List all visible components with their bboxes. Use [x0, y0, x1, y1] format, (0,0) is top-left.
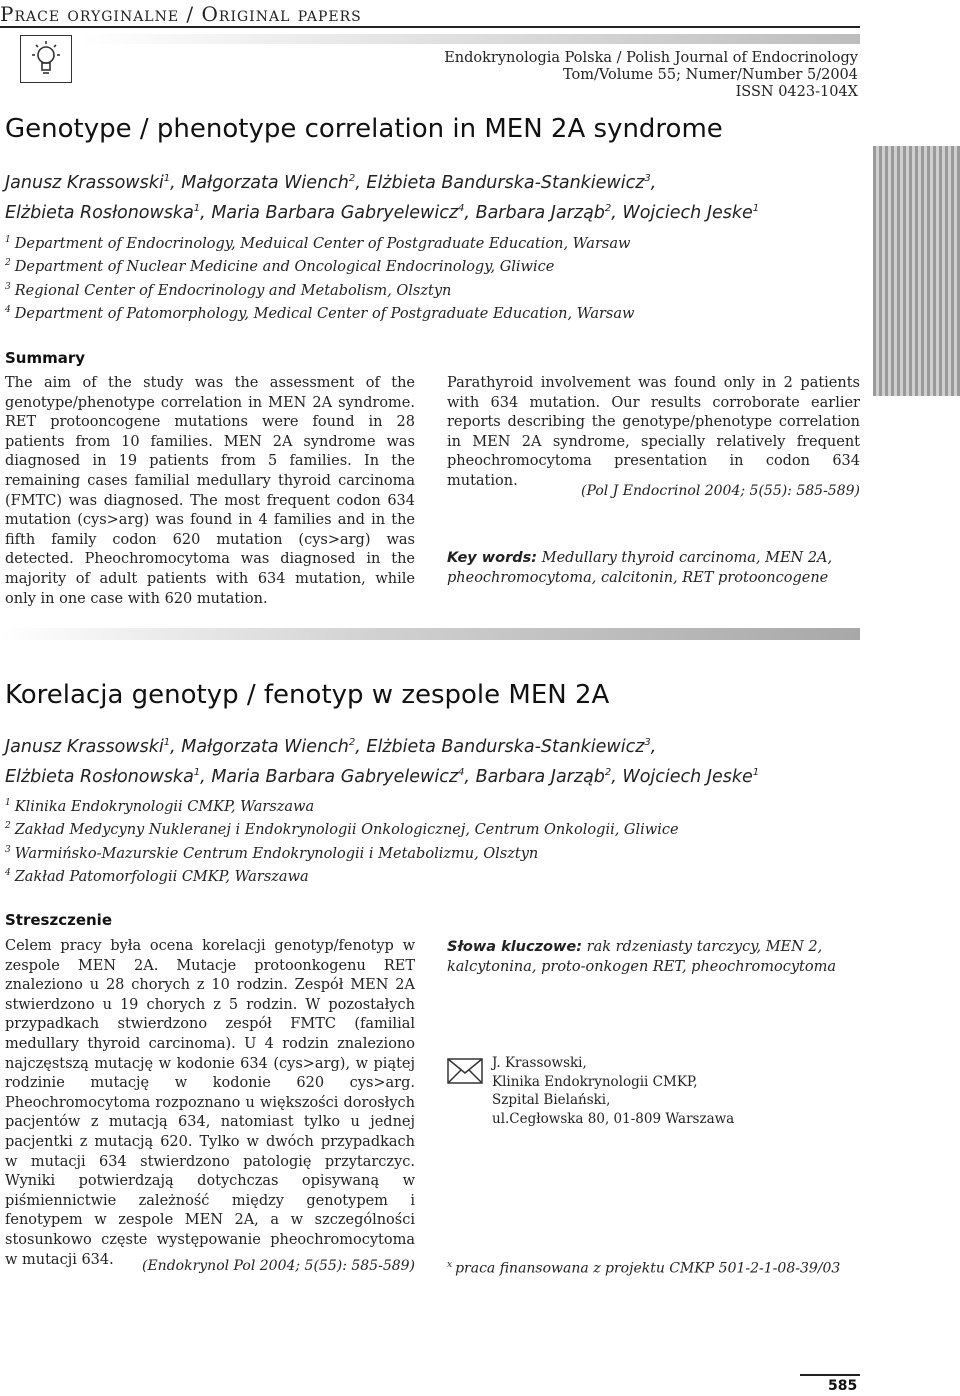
author-name: Małgorzata Wiench	[181, 172, 349, 193]
author-affiliation-mark: 1	[752, 766, 760, 778]
author-affiliation-mark: 2	[348, 173, 356, 184]
address-line: ul.Cegłowska 80, 01-809 Warszawa	[492, 1110, 735, 1127]
affiliation-text: Klinika Endokrynologii CMKP, Warszawa	[14, 798, 315, 815]
author-affiliation-mark: 1	[752, 202, 760, 214]
journal-issn: ISSN 0423-104X	[735, 84, 858, 100]
author-affiliation-mark: 2	[348, 737, 356, 748]
summary-left-column: The aim of the study was the assessment of the genotype/phenotype correlation in MEN 2A syndrome. RET protooncogene mutations were found in 28 patients from 10 families. MEN 2A syndrome was diagnosed in 19 patients from 5 families. In the remaining cases familial medullary thyroid carcinoma (FMTC) was diagnosed. The most frequent codon 634 mutation (cys>arg) was found in 4 families and in the fifth family codon 620 mutation (cys>arg) was detected. Pheochromocytoma was diagnosed in the majority of adult patients with 634 mutation, while only in one case with 620 mutation.	[5, 375, 415, 607]
affiliation-item	[5, 278, 634, 301]
affiliation-text: Department of Patomorphology, Medical Center of Postgraduate Education, Warsaw	[14, 305, 635, 322]
affiliation-text: Zakład Medycyny Nukleranej i Endokrynologii Onkologicznej, Centrum Onkologii, Gliwice	[14, 822, 679, 839]
section-divider	[0, 628, 860, 640]
affiliation-item	[5, 231, 634, 254]
affiliation-number: 1	[5, 798, 11, 808]
author-name: Maria Barbara Gabryelewicz	[211, 202, 459, 223]
address-line: J. Krassowski,	[492, 1055, 587, 1071]
keywords-label-polish: Słowa kluczowe:	[447, 939, 583, 955]
author-name: Wojciech Jeske	[622, 202, 753, 223]
citation-polish: (Endokrynol Pol 2004; 5(55): 585-589)	[142, 1258, 415, 1274]
affiliation-item	[5, 864, 679, 887]
affiliation-number: 3	[5, 281, 11, 292]
affiliation-number: 1	[5, 235, 11, 245]
article-title: Genotype / phenotype correlation in MEN 2A syndrome	[5, 114, 723, 144]
affiliation-text: Zakład Patomorfologii CMKP, Warszawa	[14, 868, 309, 885]
affiliation-number: 4	[5, 867, 11, 878]
article-title-polish: Korelacja genotyp / fenotyp w zespole MEN 2A	[5, 680, 610, 710]
author-affiliation-mark: 2	[604, 202, 612, 214]
affiliation-list	[5, 231, 634, 324]
streszczenie-column: Celem pracy była ocena korelacji genotyp/fenotyp w zespole MEN 2A. Mutacje protoonkogenu RET znaleziono u 28 chorych z 10 rodzin. Zespół MEN 2A stwierdzono u 19 chorych z 5 rodzin. W pozostałych przypadkach stwierdzono zespół FMTC (familial medullary thyroid carcinoma). U 4 rodzin znaleziono najczęstszą mutację w kodonie 634 (cys>arg), w piątej rodzinie mutację w kodonie 620 cys>arg. Pheochromocytoma rozpoznano u większości dorosłych pacjentów z mutacją 634, natomiast tylko u jednej pacjentki z mutacją 620. Tylko w dwóch przypadkach w mutacji 634 stwierdzono patologię przytarczyc. Wyniki potwierdzają dotychczas opisywaną w piśmiennictwie zależność między genotypem i fenotypem w zespole MEN 2A, a w szczególności stosunkowo częste występowanie pheochromocytoma w mutacji 634.	[5, 938, 415, 1268]
journal-volume: Tom/Volume 55; Numer/Number 5/2004	[562, 67, 858, 83]
author-affiliation-mark: 4	[458, 766, 465, 778]
header-gradient-bar	[80, 34, 860, 44]
keywords-label: Key words:	[447, 550, 538, 566]
author-name: Elżbieta Bandurska-Stankiewicz	[366, 172, 645, 193]
affiliation-number: 3	[5, 844, 11, 855]
affiliation-item	[5, 841, 679, 864]
side-stripe	[873, 146, 960, 396]
author-affiliation-mark: 1	[193, 202, 201, 214]
affiliation-text: Regional Center of Endocrinology and Metabolism, Olsztyn	[14, 282, 452, 299]
summary-heading: Summary	[5, 349, 86, 367]
keywords-text: Medullary thyroid carcinoma, MEN 2A, pheochromocytoma, calcitonin, RET protooncogene	[447, 550, 833, 586]
affiliation-item	[5, 817, 679, 840]
affiliation-text: Warmińsko-Mazurskie Centrum Endokrynologii i Metabolizmu, Olsztyn	[14, 845, 539, 862]
author-name: Barbara Jarząb	[475, 202, 605, 223]
page-number: 585	[828, 1378, 858, 1394]
author-name: Małgorzata Wiench	[181, 736, 349, 757]
author-name: Barbara Jarząb	[475, 766, 605, 787]
affiliation-number: 4	[5, 304, 11, 315]
journal-name: Endokrynologia Polska / Polish Journal of Endocrinology	[444, 50, 858, 66]
footnote-text: praca finansowana z projektu CMKP 501-2-1-08-39/03	[455, 1260, 841, 1277]
funding-footnote	[447, 1260, 840, 1277]
author-name: Maria Barbara Gabryelewicz	[211, 766, 459, 787]
header-rule	[0, 26, 860, 28]
author-list-polish: Janusz Krassowski$^1$, Małgorzata Wiench$^2$, Elżbieta Bandurska-Stankiewicz$^3$, Elżbieta Rosłonowska$^1$, Maria Barbara Gabryelewicz$^4$, Barbara Jarząb$^2$, Wojciech Jeske$^1$	[5, 736, 760, 787]
author-list: Janusz Krassowski$^1$, Małgorzata Wiench$^2$, Elżbieta Bandurska-Stankiewicz$^3$, Elżbieta Rosłonowska$^1$, Maria Barbara Gabryelewicz$^4$, Barbara Jarząb$^2$, Wojciech Jeske$^1$	[5, 172, 760, 223]
affiliation-item	[5, 301, 634, 324]
section-label: Prace oryginalne / Original papers	[0, 2, 362, 26]
author-affiliation-mark: 3	[644, 173, 651, 184]
streszczenie-heading: Streszczenie	[5, 911, 112, 929]
address-line: Szpital Bielański,	[492, 1092, 611, 1108]
affiliation-item	[5, 254, 634, 277]
author-name: Janusz Krassowski	[5, 736, 164, 757]
keywords	[447, 548, 860, 588]
lightbulb-icon	[20, 35, 72, 83]
summary-right-column: Parathyroid involvement was found only in 2 patients with 634 mutation. Our results corroborate earlier reports describing the genotype/phenotype correlation in MEN 2A syndrome, specially relatively frequent pheochromocytoma presentation in codon 634 mutation.	[447, 375, 860, 489]
citation: (Pol J Endocrinol 2004; 5(55): 585-589)	[581, 483, 860, 499]
author-name: Elżbieta Rosłonowska	[5, 202, 194, 223]
affiliation-number: 2	[5, 258, 11, 269]
author-name: Elżbieta Bandurska-Stankiewicz	[366, 736, 645, 757]
author-name: Wojciech Jeske	[622, 766, 753, 787]
correspondence-address	[492, 1054, 734, 1128]
footer-rule	[800, 1374, 860, 1376]
author-affiliation-mark: 1	[163, 173, 171, 184]
author-name: Janusz Krassowski	[5, 172, 164, 193]
author-affiliation-mark: 3	[644, 737, 651, 748]
affiliation-text: Department of Endocrinology, Meduical Center of Postgraduate Education, Warsaw	[14, 235, 631, 252]
envelope-icon	[447, 1058, 483, 1084]
author-affiliation-mark: 1	[193, 766, 201, 778]
author-affiliation-mark: 2	[604, 766, 612, 778]
address-line: Klinika Endokrynologii CMKP,	[492, 1073, 698, 1090]
keywords-text-polish: rak rdzeniasty tarczycy, MEN 2, kalcytonina, proto-onkogen RET, pheochromocytoma	[447, 939, 836, 975]
keywords-polish	[447, 937, 847, 977]
affiliation-item	[5, 794, 679, 817]
author-affiliation-mark: 1	[163, 737, 171, 748]
affiliation-text: Department of Nuclear Medicine and Oncological Endocrinology, Gliwice	[14, 259, 555, 276]
affiliation-list-polish	[5, 794, 679, 887]
affiliation-number: 2	[5, 821, 11, 832]
author-affiliation-mark: 4	[458, 202, 465, 214]
author-name: Elżbieta Rosłonowska	[5, 766, 194, 787]
footnote-mark: x	[447, 1260, 453, 1270]
journal-info	[444, 50, 858, 101]
